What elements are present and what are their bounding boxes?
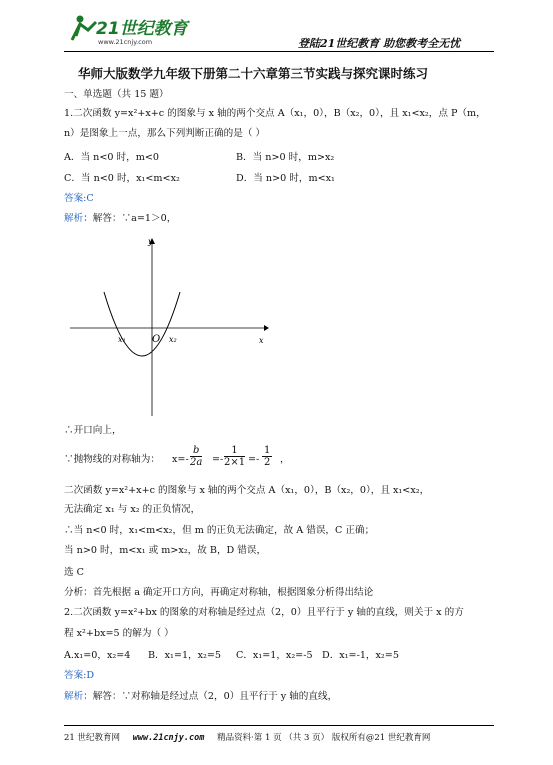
header-rule xyxy=(64,51,494,52)
q2-option-a: A.x₁=0，x₂=4 xyxy=(64,650,131,661)
q1-axis-prefix: ∵抛物线的对称轴为： xyxy=(64,454,160,465)
site-logo xyxy=(66,10,190,48)
header-slogan: 登陆21世纪教育 助您教考全无忧 xyxy=(298,37,461,50)
q1-analysis-label: 解析 xyxy=(64,213,84,224)
q2-stem-line2: 程 x²+bx=5 的解为（ ） xyxy=(64,628,174,639)
q2-answer: 答案:D xyxy=(64,670,95,681)
q1-analysis-summary: 分析：首先根据 a 确定开口方向，再确定对称轴，根据图象分析得出结论 xyxy=(64,587,374,598)
q1-eq2: =- xyxy=(248,454,260,465)
parabola-graph xyxy=(66,230,276,420)
q1-stem-line1: 1.二次函数 y=x²+x+c 的图象与 x 轴的两个交点 A（x₁，0），B（x₂，0），且 x₁<x₂，点 P（m， xyxy=(64,108,486,119)
q1-stem-line2: n）是图象上一点，那么下列判断正确的是（ ） xyxy=(64,128,266,139)
footer-rule xyxy=(64,725,494,726)
q1-option-d: D．当 n>0 时，m<x₁ xyxy=(236,173,335,184)
q2-option-c: C．x₁=1，x₂=-5 xyxy=(236,650,313,661)
q1-option-a: A．当 n<0 时，m<0 xyxy=(64,152,159,163)
q2-option-b: B．x₁=1，x₂=5 xyxy=(148,650,222,661)
q1-solution-1: 二次函数 y=x²+x+c 的图象与 x 轴的两个交点 A（x₁，0），B（x₂，0），且 x₁<x₂， xyxy=(64,485,430,496)
footer-bar xyxy=(64,731,430,743)
q2-option-d: D．x₁=-1，x₂=5 xyxy=(322,650,399,661)
q1-open-up: ∴开口向上， xyxy=(64,425,122,436)
q2-stem-line1: 2.二次函数 y=x²+bx 的图象的对称轴是经过点（2，0）且平行于 y 轴的直线，则关于 x 的方 xyxy=(64,607,464,618)
page-title: 华师大版数学九年级下册第二十六章第三节实践与探究课时练习 xyxy=(78,66,429,81)
fraction-1-over-2: $\frac{1}{2}$ xyxy=(264,445,271,468)
q2-analysis-label: 解析 xyxy=(64,691,84,702)
q1-solution-3: ∴当 n<0 时，x₁<m<x₂，但 m 的正负无法确定，故 A 错误，C 正确； xyxy=(64,525,375,536)
q1-option-b: B．当 n>0 时，m>x₂ xyxy=(236,152,335,163)
q1-answer: 答案:C xyxy=(64,193,94,204)
fraction-b-over-2a: $\frac{b}{2a}$ xyxy=(190,445,203,468)
q1-option-c: C．当 n<0 时，x₁<m<x₂ xyxy=(64,173,180,184)
q1-analysis xyxy=(64,212,176,225)
y-axis-label: y xyxy=(148,237,153,246)
parabola-curve xyxy=(104,292,180,356)
q1-analysis-text: ：解答：∵a=1＞0， xyxy=(83,213,177,224)
x2-label: x₂ xyxy=(169,335,177,344)
logo-url: www.21cnjy.com xyxy=(98,38,153,46)
footer-page-info: 精品资料·第 1 页 （共 3 页） 版权所有@21 世纪教育网 xyxy=(217,733,431,743)
q1-solution-5: 选 C xyxy=(64,567,84,578)
q1-solution-2: 无法确定 x₁ 与 x₂ 的正负情况， xyxy=(64,504,201,515)
origin-label: O xyxy=(152,334,161,345)
logo-text: 21世纪教育 xyxy=(96,19,188,39)
footer-left: 21 世纪教育网 xyxy=(64,733,121,743)
q2-analysis-text: ：解答：∵对称轴是经过点（2，0）且平行于 y 轴的直线， xyxy=(83,691,338,702)
q1-period: ， xyxy=(280,454,290,465)
q1-axis-x: x=- xyxy=(172,454,189,465)
x1-label: x₁ xyxy=(118,335,126,344)
q2-analysis xyxy=(64,690,337,703)
fraction-1-over-2x1: $\frac{1}{2\times 1}$ xyxy=(224,445,246,468)
footer-url: www.21cnjy.com xyxy=(132,733,205,743)
x-axis-arrow xyxy=(264,325,269,331)
x-axis-label: x xyxy=(259,336,264,345)
section-heading: 一、单选题（共 15 题） xyxy=(64,89,169,100)
q1-solution-4: 当 n>0 时，m<x₁ 或 m>x₂，故 B，D 错误， xyxy=(64,545,267,556)
q1-eq1: =- xyxy=(212,454,224,465)
